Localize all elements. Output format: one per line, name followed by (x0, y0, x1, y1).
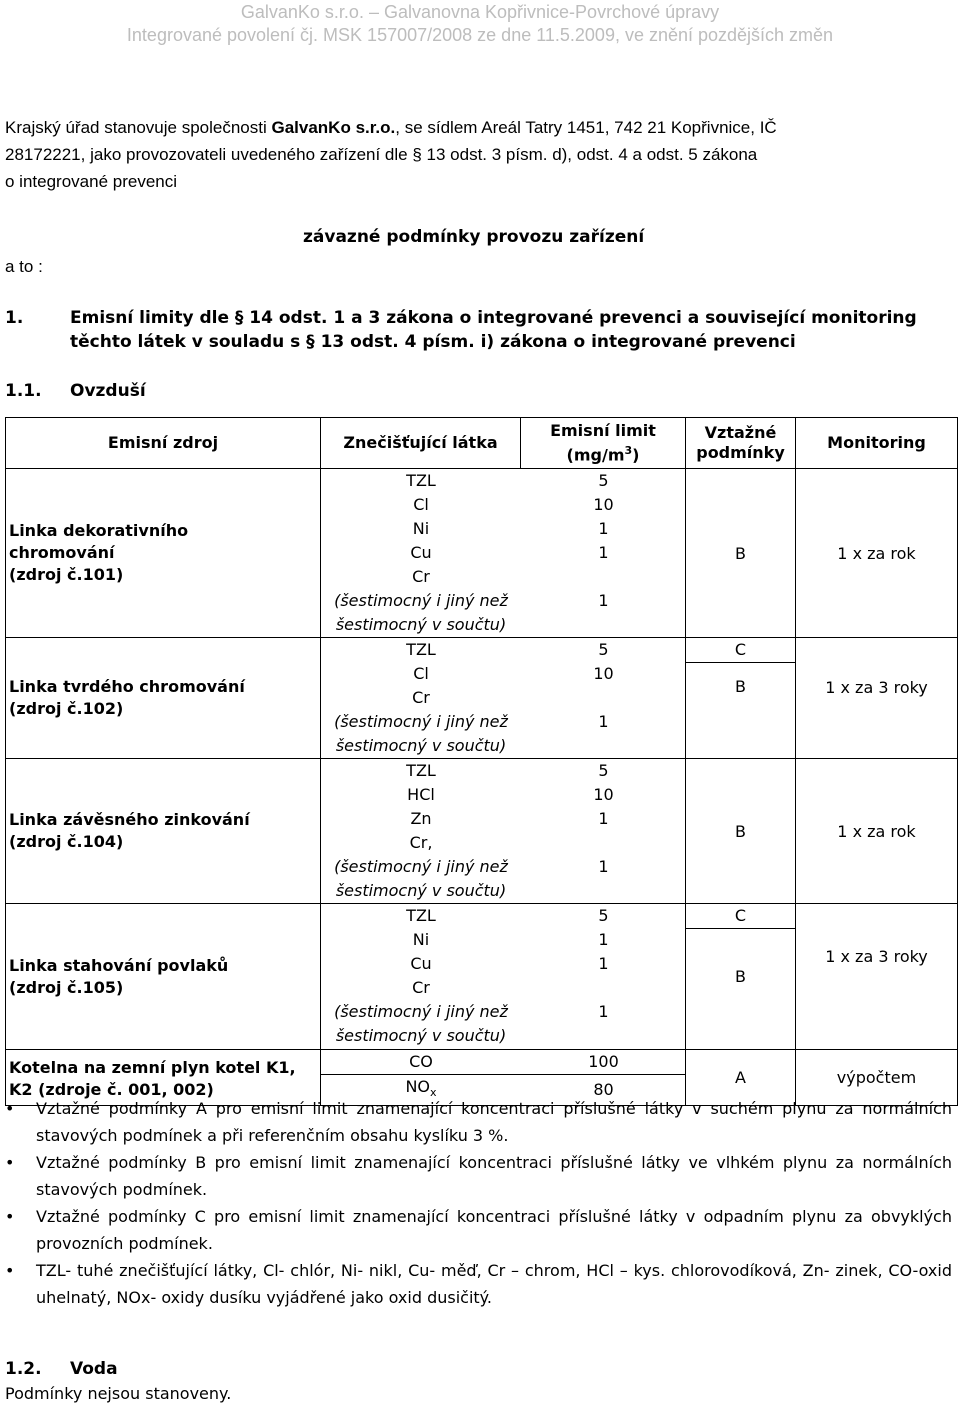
note-item: • Vztažné podmínky A pro emisní limit znamenající koncentraci příslušné látky v suchém plynu za normálních stavových podmínek a při referenčním obsahu kyslíku 3 %. (36, 1095, 960, 1149)
section-1-number: 1. (5, 308, 24, 328)
limit-value: 100 (521, 1050, 686, 1075)
limit-value: 1 (598, 519, 609, 538)
condition-cell: A (686, 1050, 796, 1106)
cr-note: (šestimocný i jiný než (334, 857, 508, 876)
section-1-line-2: těchto látek v souladu s § 13 odst. 4 písm. i) zákona o integrované prevenci (70, 332, 796, 352)
source-cell: Linka stahování povlaků (zdroj č.105) (6, 904, 321, 1050)
pollutant: TZL (406, 640, 436, 659)
monitoring-cell: výpočtem (796, 1050, 958, 1106)
intro-line-1: Krajský úřad stanovuje společnosti GalvanKo s.r.o., se sídlem Areál Tatry 1451, 742 21 Kopřivnice, IČ (5, 118, 777, 137)
pollutant: $NO_x$ (405, 1077, 437, 1100)
pollutant: Cu (410, 954, 432, 973)
limit-value: 1 (598, 591, 609, 610)
source-cell: Linka tvrdého chromování (zdroj č.102) (6, 638, 321, 759)
limit-value: 1 (598, 930, 609, 949)
table-row (6, 638, 958, 759)
pollutant: Cr (412, 567, 430, 586)
table-row (6, 469, 958, 638)
cr-note: šestimocný v součtu) (335, 881, 507, 900)
header-monitoring: Monitoring (796, 418, 958, 469)
source-cell: Kotelna na zemní plyn kotel K1, K2 (zdroje č. 001, 002) (6, 1050, 321, 1106)
condition-b: B (735, 677, 746, 696)
pollutant: Cr (412, 688, 430, 707)
pollutant: Cr, (409, 833, 433, 852)
condition-cell: B (686, 759, 796, 904)
cr-note: (šestimocný i jiný než (334, 712, 508, 731)
pollutant: Cr (412, 978, 430, 997)
pollutant: Cl (413, 495, 429, 514)
cr-note: šestimocný v součtu) (335, 1026, 507, 1045)
header-conditions: Vztažné podmínky (686, 418, 796, 469)
limit-value: 1 (598, 1002, 609, 1021)
condition-cell (686, 638, 796, 759)
section-1-2-text: Podmínky nejsou stanoveny. (5, 1384, 232, 1403)
table-row (6, 904, 958, 1050)
limit-value: 5 (598, 640, 609, 659)
note-item: • Vztažné podmínky C pro emisní limit znamenající koncentraci příslušné látky v odpadním plynu za obvyklých provozních podmínek. (36, 1203, 960, 1257)
source-cell: Linka závěsného zinkování (zdroj č.104) (6, 759, 321, 904)
pollutant: Ni (412, 519, 430, 538)
section-1-2-number: 1.2. (5, 1359, 42, 1379)
monitoring-cell: 1 x za rok (796, 469, 958, 638)
pollutant: HCl (407, 785, 435, 804)
limit-value: 5 (598, 906, 609, 925)
conditions-heading: závazné podmínky provozu zařízení (303, 227, 645, 247)
condition-b: B (735, 967, 746, 986)
monitoring-cell: 1 x za rok (796, 759, 958, 904)
monitoring-cell: 1 x za 3 roky (796, 904, 958, 1050)
cr-note: šestimocný v součtu) (335, 615, 507, 634)
note-item: • TZL- tuhé znečišťující látky, Cl- chlór, Ni- nikl, Cu- měď, Cr – chrom, HCl – kys. chlorovodíková, Zn- zinek, CO-oxid uhelnatý, NOx- oxidy dusíku vyjádřené jako oxid dusičitý. (36, 1257, 960, 1311)
intro-line-3: o integrované prevenci (5, 172, 178, 191)
header-line-2: Integrované povolení čj. MSK 157007/2008 ze dne 11.5.2009, ve znění pozdějších změn (126, 25, 834, 45)
section-1-1-title: Ovzduší (70, 381, 146, 401)
header-line-1: GalvanKo s.r.o. – Galvanovna Kopřivnice-Povrchové úpravy (240, 2, 720, 22)
header-source: Emisní zdroj (6, 418, 321, 469)
limit-value: 1 (598, 712, 609, 731)
header-pollutant: Znečišťující látka (321, 418, 521, 469)
pollutant: TZL (406, 761, 436, 780)
pollutant: Cu (410, 543, 432, 562)
section-1-line-1: Emisní limity dle § 14 odst. 1 a 3 zákona o integrované prevenci a související monitoring (70, 308, 917, 328)
a-to-label: a to : (5, 257, 43, 276)
limit-value: 1 (598, 857, 609, 876)
emission-limits-table (5, 417, 958, 1106)
cr-note: šestimocný v součtu) (335, 736, 507, 755)
limit-value: 5 (598, 761, 609, 780)
source-cell: Linka dekorativního chromování (zdroj č.101) (6, 469, 321, 638)
table-header-row (6, 418, 958, 469)
pollutant: Zn (410, 809, 432, 828)
intro-line-2: 28172221, jako provozovateli uvedeného zařízení dle § 13 odst. 3 písm. d), odst. 4 a odst. 5 zákona (5, 145, 758, 164)
limit-value: 10 (593, 495, 614, 514)
table-row (6, 759, 958, 904)
condition-c: C (686, 904, 795, 929)
limit-value: 10 (593, 664, 614, 683)
section-1-1-number: 1.1. (5, 381, 42, 401)
pollutant: TZL (406, 906, 436, 925)
limit-value: 1 (598, 954, 609, 973)
pollutant: TZL (406, 471, 436, 490)
limit-value: 10 (593, 785, 614, 804)
notes-list (0, 1095, 960, 1311)
note-item: • Vztažné podmínky B pro emisní limit znamenající koncentraci příslušné látky ve vlhkém plynu za normálních stavových podmínek. (36, 1149, 960, 1203)
pollutant: Cl (413, 664, 429, 683)
cr-note: (šestimocný i jiný než (334, 591, 508, 610)
limit-value: 1 (598, 543, 609, 562)
pollutant: Ni (412, 930, 430, 949)
condition-c: C (686, 638, 795, 663)
limit-value: 80 (593, 1080, 614, 1100)
monitoring-cell: 1 x za 3 roky (796, 638, 958, 759)
limit-value: 1 (598, 809, 609, 828)
limit-value: 5 (598, 471, 609, 490)
pollutant: CO (321, 1050, 521, 1075)
company-name: GalvanKo s.r.o. (271, 118, 396, 137)
cr-note: (šestimocný i jiný než (334, 1002, 508, 1021)
section-1-2-title: Voda (70, 1359, 118, 1379)
condition-cell: B (686, 469, 796, 638)
condition-cell (686, 904, 796, 1050)
header-limit: Emisní limit $(mg/m^3)$ (521, 418, 686, 469)
